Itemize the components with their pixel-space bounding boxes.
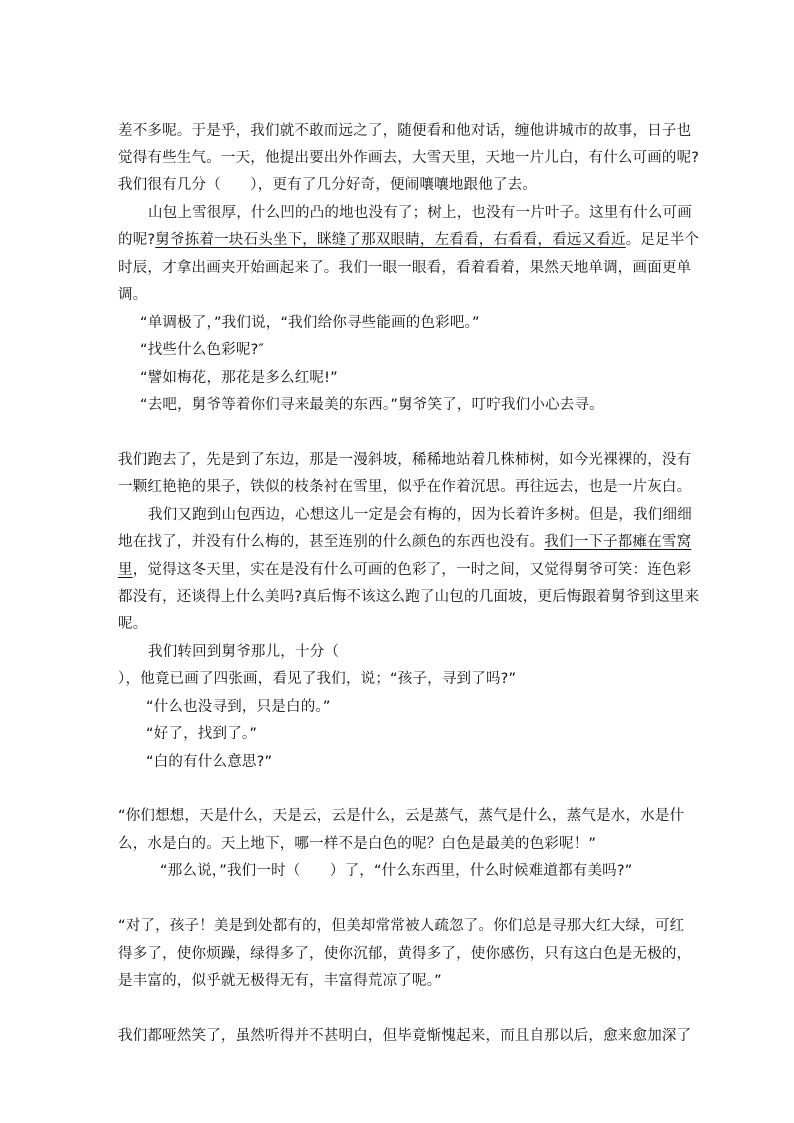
text-line: 我们转回到舅爷那儿，十分（ [148,644,340,660]
text-line: 调。 [118,287,148,303]
text-line: “你们想想，天是什么，天是云，云是什么，云是蒸气，蒸气是什么，蒸气是水，水是什 [118,808,685,824]
text-line: 觉得有些生气。一天，他提出要出外作画去，大雪天里，天地一片儿白，有什么可画的呢? [118,150,700,166]
text-line: ），他竟已画了四张画，看见了我们，说；“孩子，寻到了吗?” [118,671,517,687]
text-line: 差不多呢。于是乎，我们就不敢而远之了，随便看和他对话，缠他讲城市的故事，日子也 [118,123,692,139]
text-line [118,230,699,250]
text-segment: 。足足半个 [625,232,700,248]
text-line: “那么说，”我们一时（ ）了，“什么东西里，什么时候难道都有美吗?” [160,863,633,879]
text-segment: 地在找了，并没有什么梅的，甚至连别的什么颜色的东西也没有。 [118,534,545,550]
text-line: “白的有什么意思?” [146,754,273,770]
text-line: 得多了，使你烦躁，绿得多了，使你沉郁，黄得多了，使你感伤，只有这白色是无极的， [118,946,692,962]
underlined-passage: 我们一下子都瘫在雪窝 [544,534,692,550]
text-line: 我们很有几分（ ），更有了几分好奇，便闹嚷嚷地跟他了去。 [118,177,538,193]
text-line: 一颗红艳艳的果子，铁似的枝条衬在雪里，似乎在作着沉思。再往远去，也是一片灰白。 [118,479,692,495]
text-line: 我们都哑然笑了，虽然听得并不甚明白，但毕竟惭愧起来，而且自那以后，愈来愈加深了 [118,1028,692,1044]
text-line: 我们跑去了，先是到了东边，那是一漫斜坡，稀稀地站着几株柿树，如今光裸裸的，没有 [118,452,692,468]
text-line: 么，水是白的。天上地下，哪一样不是白色的呢？白色是最美的色彩呢！” [118,836,597,852]
text-line: “好了，找到了。” [146,726,258,742]
text-line [118,560,691,580]
text-line: 山包上雪很厚，什么凹的凸的地也没有了；树上，也没有一片叶子。这里有什么可画 [148,205,692,221]
text-line: “什么也没寻到，只是白的。” [146,699,331,715]
underlined-passage: 里 [118,562,133,578]
text-segment: 的呢? [118,232,156,248]
text-line [118,532,691,552]
text-line: 时辰，才拿出画夹开始画起来了。我们一眼一眼看，看着看着，果然天地单调，画面更单 [118,260,692,276]
text-segment: ，觉得这冬天里，实在是没有什么可画的色彩了，一时之间，又觉得舅爷可笑：连色彩 [132,562,692,578]
text-line: “单调极了，”我们说，“我们给你寻些能画的色彩吧。” [140,315,480,331]
text-line: 都没有，还谈得上什么美吗?真后悔不该这么跑了山包的几面坡，更后悔跟着舅爷到这里来 [118,589,700,605]
text-line: 呢。 [118,616,148,632]
text-line: 是丰富的，似乎就无极得无有，丰富得荒凉了呢。” [118,973,442,989]
text-line: “找些什么色彩呢?″ [140,342,265,358]
text-line: “去吧，舅爷等着你们寻来最美的东西。”舅爷笑了，叮咛我们小心去寻。 [140,397,604,413]
text-line: 我们又跑到山包西边，心想这儿一定是会有梅的，因为长着许多树。但是，我们细细 [148,507,692,523]
text-line: “对了，孩子！美是到处都有的，但美却常常被人疏忽了。你们总是寻那大红大绿，可红 [118,918,685,934]
text-line: “譬如梅花，那花是多么红呢!” [140,370,338,386]
underlined-passage: 舅爷拣着一块石头坐下，眯缝了那双眼睛，左看看，右看看，看远又看近 [155,232,626,248]
